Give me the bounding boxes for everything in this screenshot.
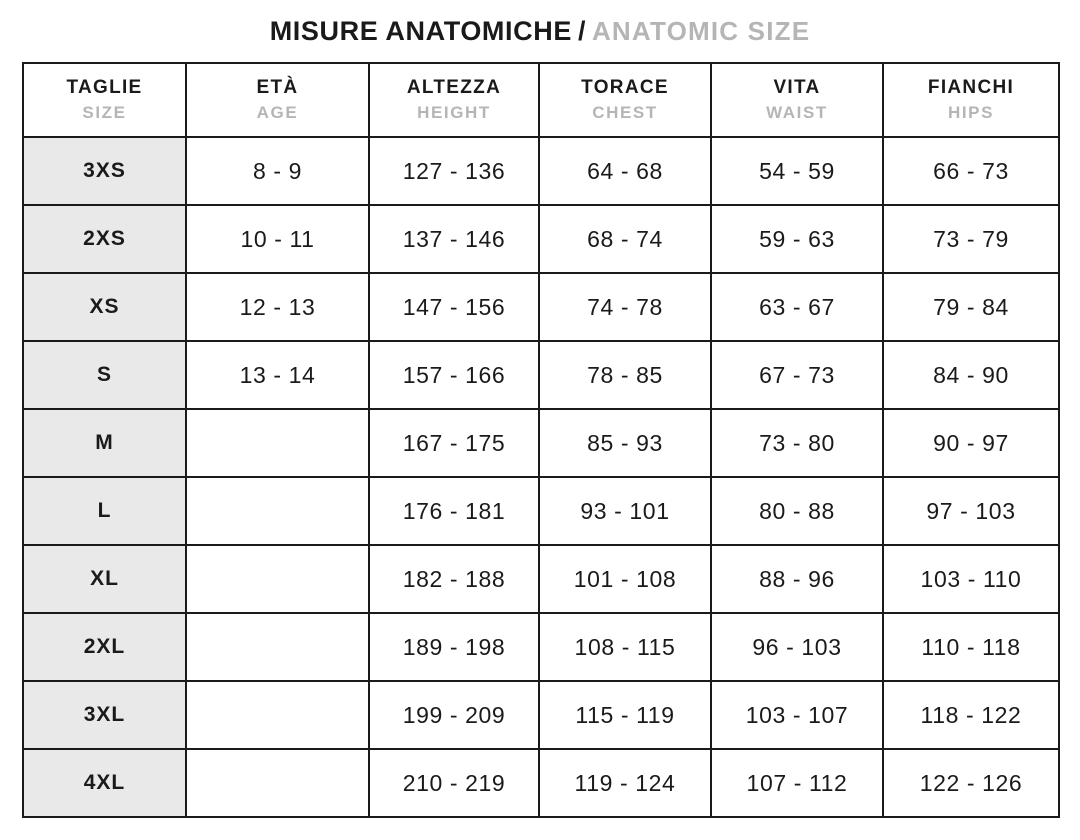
column-header-size (23, 63, 186, 137)
column-header-height (369, 63, 539, 137)
cell-chest: 119 - 124 (539, 749, 711, 817)
cell-height: 210 - 219 (369, 749, 539, 817)
cell-size: 2XS (23, 205, 186, 273)
cell-waist: 54 - 59 (711, 137, 883, 205)
cell-waist: 96 - 103 (711, 613, 883, 681)
table-row (23, 545, 1059, 613)
table-row (23, 273, 1059, 341)
cell-waist: 63 - 67 (711, 273, 883, 341)
cell-size: XL (23, 545, 186, 613)
cell-height: 189 - 198 (369, 613, 539, 681)
cell-age: 10 - 11 (186, 205, 369, 273)
page-title-english: ANATOMIC SIZE (591, 15, 811, 46)
column-header-size-italian: TAGLIE (66, 76, 143, 98)
column-header-waist-italian: VITA (773, 76, 821, 98)
cell-size: 3XS (23, 137, 186, 205)
cell-waist: 67 - 73 (711, 341, 883, 409)
cell-chest: 78 - 85 (539, 341, 711, 409)
cell-size: 3XL (23, 681, 186, 749)
cell-chest: 74 - 78 (539, 273, 711, 341)
anatomic-size-table (22, 62, 1060, 818)
table-row (23, 341, 1059, 409)
cell-size: M (23, 409, 186, 477)
cell-chest: 64 - 68 (539, 137, 711, 205)
cell-size: XS (23, 273, 186, 341)
cell-hips: 73 - 79 (883, 205, 1059, 273)
cell-height: 199 - 209 (369, 681, 539, 749)
cell-age (186, 545, 369, 613)
cell-hips: 66 - 73 (883, 137, 1059, 205)
column-header-hips (883, 63, 1059, 137)
cell-chest: 108 - 115 (539, 613, 711, 681)
table-row (23, 409, 1059, 477)
table-header (23, 63, 1059, 137)
cell-waist: 107 - 112 (711, 749, 883, 817)
column-header-hips-italian: FIANCHI (927, 76, 1015, 98)
cell-age (186, 749, 369, 817)
cell-hips: 122 - 126 (883, 749, 1059, 817)
cell-waist: 88 - 96 (711, 545, 883, 613)
cell-height: 127 - 136 (369, 137, 539, 205)
cell-size: 4XL (23, 749, 186, 817)
cell-chest: 101 - 108 (539, 545, 711, 613)
cell-chest: 85 - 93 (539, 409, 711, 477)
cell-hips: 84 - 90 (883, 341, 1059, 409)
cell-height: 167 - 175 (369, 409, 539, 477)
cell-hips: 97 - 103 (883, 477, 1059, 545)
cell-height: 157 - 166 (369, 341, 539, 409)
cell-hips: 103 - 110 (883, 545, 1059, 613)
cell-size: L (23, 477, 186, 545)
column-header-height-italian: ALTEZZA (406, 76, 502, 98)
column-header-waist (711, 63, 883, 137)
cell-chest: 93 - 101 (539, 477, 711, 545)
column-header-age-italian: ETÀ (256, 76, 299, 98)
cell-hips: 79 - 84 (883, 273, 1059, 341)
cell-size: 2XL (23, 613, 186, 681)
column-header-waist-english: WAIST (766, 103, 828, 123)
column-header-chest (539, 63, 711, 137)
cell-height: 182 - 188 (369, 545, 539, 613)
page-title-separator: / (577, 15, 586, 46)
cell-age (186, 477, 369, 545)
cell-height: 176 - 181 (369, 477, 539, 545)
column-header-height-english: HEIGHT (417, 103, 491, 123)
cell-waist: 103 - 107 (711, 681, 883, 749)
cell-hips: 90 - 97 (883, 409, 1059, 477)
cell-waist: 59 - 63 (711, 205, 883, 273)
cell-size: S (23, 341, 186, 409)
cell-age (186, 681, 369, 749)
cell-hips: 110 - 118 (883, 613, 1059, 681)
page-title-italian: MISURE ANATOMICHE (269, 15, 572, 46)
cell-chest: 115 - 119 (539, 681, 711, 749)
page-title (22, 0, 1058, 62)
table-row (23, 477, 1059, 545)
column-header-size-english: SIZE (82, 103, 127, 123)
cell-waist: 80 - 88 (711, 477, 883, 545)
table-row (23, 749, 1059, 817)
column-header-chest-english: CHEST (592, 103, 658, 123)
cell-age: 12 - 13 (186, 273, 369, 341)
cell-chest: 68 - 74 (539, 205, 711, 273)
cell-hips: 118 - 122 (883, 681, 1059, 749)
cell-height: 137 - 146 (369, 205, 539, 273)
cell-age (186, 613, 369, 681)
column-header-hips-english: HIPS (947, 103, 995, 123)
column-header-age-english: AGE (256, 103, 299, 123)
cell-height: 147 - 156 (369, 273, 539, 341)
column-header-chest-italian: TORACE (581, 76, 669, 98)
table-row (23, 205, 1059, 273)
table-row (23, 613, 1059, 681)
cell-age (186, 409, 369, 477)
column-header-age (186, 63, 369, 137)
cell-age: 13 - 14 (186, 341, 369, 409)
table-row (23, 681, 1059, 749)
cell-waist: 73 - 80 (711, 409, 883, 477)
cell-age: 8 - 9 (186, 137, 369, 205)
table-header-row (23, 63, 1059, 137)
table-body (23, 137, 1059, 817)
table-row (23, 137, 1059, 205)
